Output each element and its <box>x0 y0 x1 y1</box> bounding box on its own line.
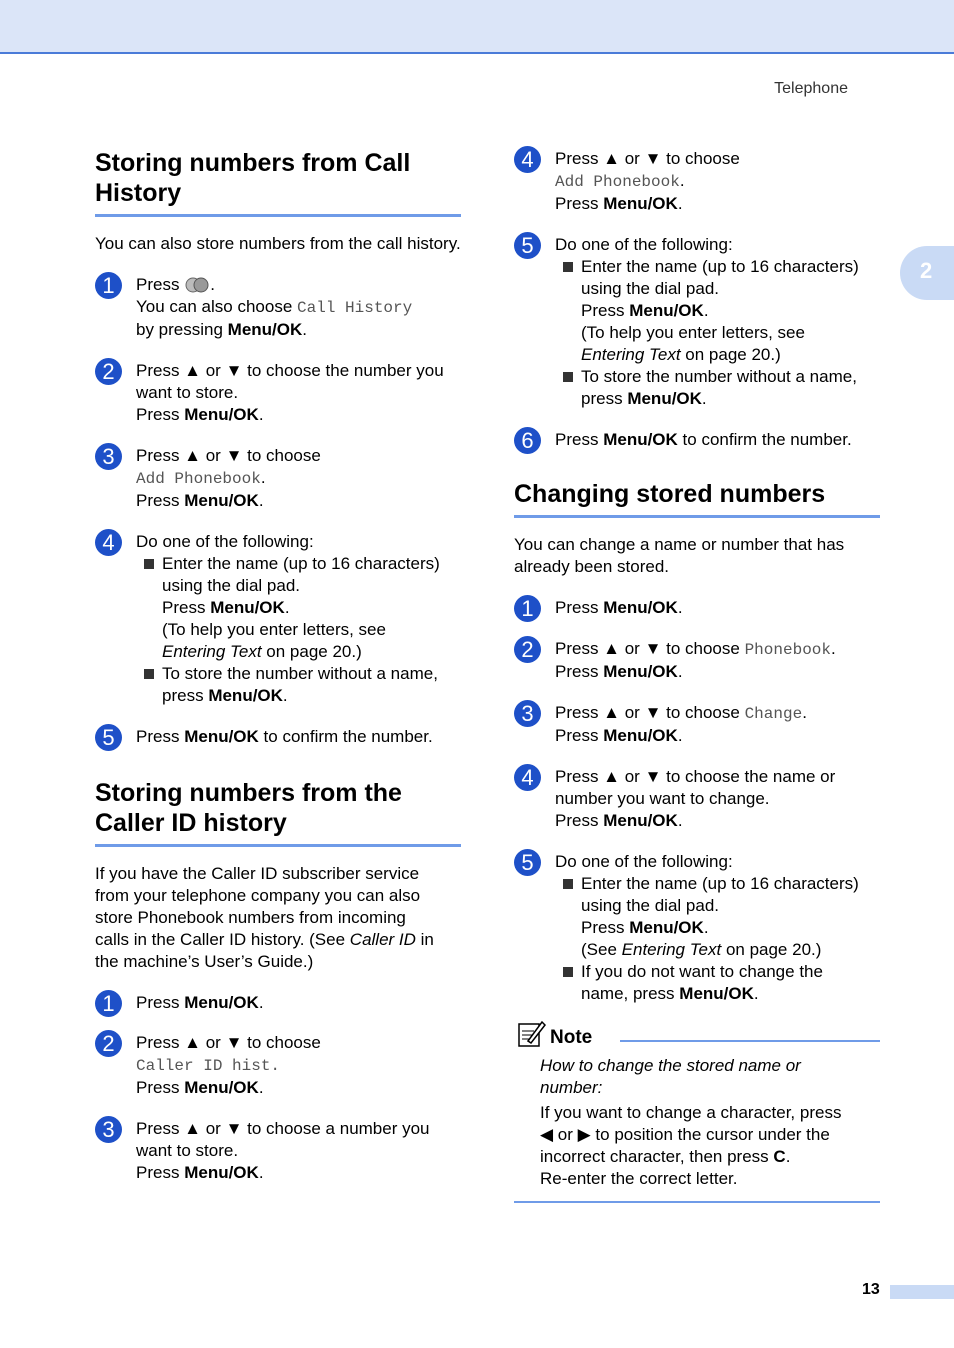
note-top-rule <box>620 1040 880 1042</box>
step-number-badge: 1 <box>514 595 541 622</box>
lcd-text: Add Phonebook <box>555 173 680 191</box>
note-pencil-icon <box>516 1019 546 1049</box>
section-heading-changing-stored-numbers: Changing stored numbers <box>514 479 880 518</box>
step-number-badge: 3 <box>95 443 122 470</box>
step-number-badge: 2 <box>514 636 541 663</box>
left-column <box>95 148 461 1184</box>
phonebook-key-icon <box>184 277 210 293</box>
note-box <box>514 1023 880 1203</box>
top-color-band <box>0 0 954 54</box>
step-number-badge: 4 <box>514 764 541 791</box>
chapter-tab <box>900 246 954 300</box>
chapter-number: 2 <box>920 258 933 283</box>
bullet-item: To store the number without a name, press Menu/OK. <box>136 663 461 707</box>
step: 2 Press ▲ or ▼ to choose Phonebook. Press Menu/OK. <box>514 638 880 683</box>
step: 4 Do one of the following: Enter the name (up to 16 characters) using the dial pad. Press Menu/OK. (To help you enter letters, see Entering Text on page 20.) To store the number without a name, press Menu/OK. <box>95 531 461 707</box>
page-number: 13 <box>862 1281 880 1298</box>
step: 6 Press Menu/OK to confirm the number. <box>514 429 880 451</box>
lcd-text: Caller ID hist. <box>136 1057 281 1075</box>
section-intro: You can also store numbers from the call history. <box>95 234 461 253</box>
step-number-badge: 3 <box>514 700 541 727</box>
step-number-badge: 2 <box>95 1030 122 1057</box>
step: 5 Press Menu/OK to confirm the number. <box>95 726 461 748</box>
step: 5 Do one of the following: Enter the name (up to 16 characters) using the dial pad. Press Menu/OK. (To help you enter letters, see Entering Text on page 20.) To store the number without a name, press Menu/OK. <box>514 234 880 410</box>
step-number-badge: 5 <box>514 232 541 259</box>
running-header: Telephone <box>774 80 848 97</box>
lcd-text: Add Phonebook <box>136 470 261 488</box>
step-number-badge: 3 <box>95 1116 122 1143</box>
page-number-tab <box>890 1285 954 1299</box>
section-heading-caller-id: Storing numbers from the Caller ID history <box>95 778 461 847</box>
step: 3 Press ▲ or ▼ to choose Change. Press Menu/OK. <box>514 702 880 747</box>
step-number-badge: 1 <box>95 272 122 299</box>
step-number-badge: 6 <box>514 427 541 454</box>
bullet-item: To store the number without a name, press Menu/OK. <box>555 366 880 410</box>
step: 2 Press ▲ or ▼ to choose the number you want to store. Press Menu/OK. <box>95 360 461 426</box>
step-number-badge: 5 <box>95 724 122 751</box>
step-number-badge: 2 <box>95 358 122 385</box>
lcd-text: Call History <box>297 299 413 317</box>
lcd-text: Change <box>744 705 803 723</box>
step-number-badge: 5 <box>514 849 541 876</box>
note-bottom-rule <box>514 1201 880 1203</box>
note-body: How to change the stored name or number: If you want to change a character, press ◀ or ▶ to position the cursor under the incorrect character, then press C. Re-enter the correct letter. <box>540 1056 842 1188</box>
step: 4 Press ▲ or ▼ to choose the name or number you want to change. Press Menu/OK. <box>514 766 880 832</box>
step-number-badge: 4 <box>95 529 122 556</box>
note-title: Note <box>550 1027 593 1048</box>
step: 1 Press Menu/OK. <box>514 597 880 619</box>
step-number-badge: 4 <box>514 146 541 173</box>
bullet-item: Enter the name (up to 16 characters) using the dial pad. Press Menu/OK. (To help you enter letters, see Entering Text on page 20.) <box>136 553 461 663</box>
bullet-item: If you do not want to change the name, press Menu/OK. <box>555 961 880 1005</box>
step: 3 Press ▲ or ▼ to choose a number you want to store. Press Menu/OK. <box>95 1118 461 1184</box>
step: 1 Press . You can also choose Call History by pressing Menu/OK. <box>95 274 461 341</box>
bullet-item: Enter the name (up to 16 characters) using the dial pad. Press Menu/OK. (See Entering Text on page 20.) <box>555 873 880 961</box>
step: 2 Press ▲ or ▼ to choose Caller ID hist. Press Menu/OK. <box>95 1032 461 1099</box>
section-intro: You can change a name or number that has already been stored. <box>514 535 845 576</box>
step: 3 Press ▲ or ▼ to choose Add Phonebook. Press Menu/OK. <box>95 445 461 512</box>
step-number-badge: 1 <box>95 990 122 1017</box>
lcd-text: Phonebook <box>744 641 831 659</box>
step: 4 Press ▲ or ▼ to choose Add Phonebook. Press Menu/OK. <box>514 148 880 215</box>
step: 1 Press Menu/OK. <box>95 992 461 1014</box>
section-heading-call-history: Storing numbers from Call History <box>95 148 461 217</box>
step: 5 Do one of the following: Enter the name (up to 16 characters) using the dial pad. Press Menu/OK. (See Entering Text on page 20.) If you do not want to change the name, press Menu/OK. <box>514 851 880 1005</box>
bullet-item: Enter the name (up to 16 characters) using the dial pad. Press Menu/OK. (To help you enter letters, see Entering Text on page 20.) <box>555 256 880 366</box>
section-intro: If you have the Caller ID subscriber service from your telephone company you can also store Phonebook numbers from incoming calls in the Caller ID history. (See Caller ID in the machine’s User’s Guide.) <box>95 864 434 971</box>
right-column <box>514 148 880 1203</box>
